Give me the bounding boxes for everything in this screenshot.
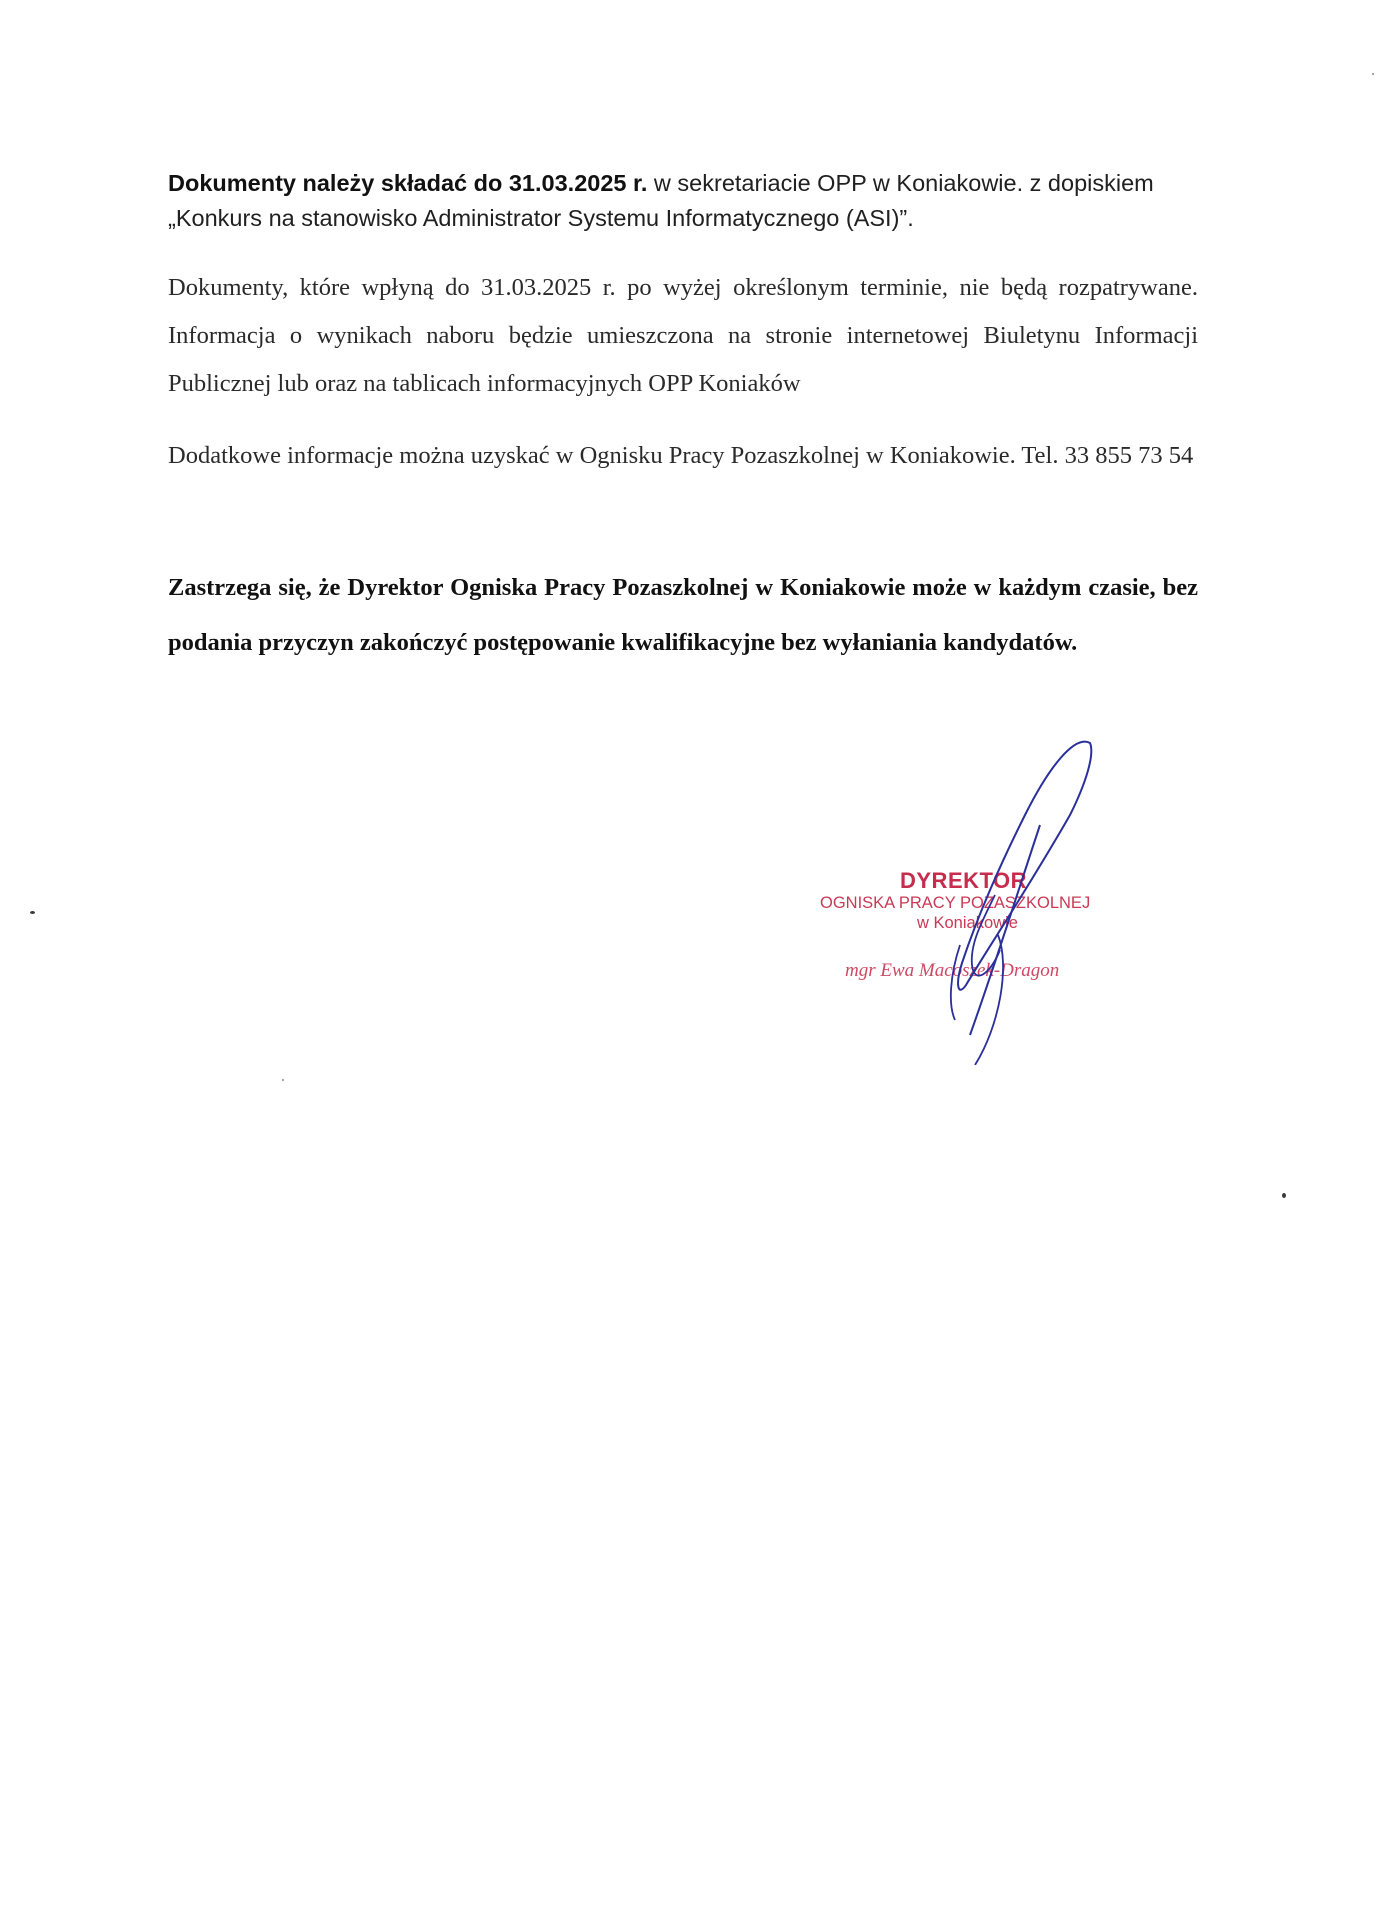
handwritten-signature — [900, 735, 1100, 1065]
deadline-rest-text: w sekretariacie OPP w Koniakowie. z dopiskiem — [647, 170, 1154, 196]
stamp-title: DYREKTOR — [900, 868, 1028, 893]
scan-speck — [30, 911, 35, 914]
submission-deadline-paragraph — [168, 166, 1198, 236]
scan-speck — [282, 1079, 284, 1081]
reservation-clause-paragraph: Zastrzega się, że Dyrektor Ogniska Pracy Pozaszkolnej w Koniakowie może w każdym czasie, bez podania przyczyn zakończyć postępowanie kwalifikacyjne bez wyłaniania kandydatów. — [168, 574, 1198, 656]
contact-info-paragraph: Dodatkowe informacje można uzyskać w Ognisku Pracy Pozaszkolnej w Koniakowie. Tel. 33 855 73 54 — [168, 442, 1194, 469]
deadline-bold-text: Dokumenty należy składać do 31.03.2025 r. — [168, 170, 648, 196]
contest-annotation-text: „Konkurs na stanowisko Administrator Systemu Informatycznego (ASI)”. — [168, 205, 914, 231]
scan-speck — [1282, 1193, 1286, 1198]
late-documents-paragraph: Dokumenty, które wpłyną do 31.03.2025 r. po wyżej określonym terminie, nie będą rozpatrywane. Informacja o wynikach naboru będzie umieszczona na stronie internetowej Biuletynu Informacji Publicznej lub oraz na tablicach informacyjnych OPP Koniaków — [168, 274, 1198, 397]
stamp-institution: OGNISKA PRACY POZASZKOLNEJ — [820, 894, 1091, 912]
scan-speck — [1372, 73, 1374, 75]
stamp-location: w Koniakowie — [917, 914, 1018, 932]
stamp-name: mgr Ewa Macoszek-Dragon — [845, 960, 1060, 981]
